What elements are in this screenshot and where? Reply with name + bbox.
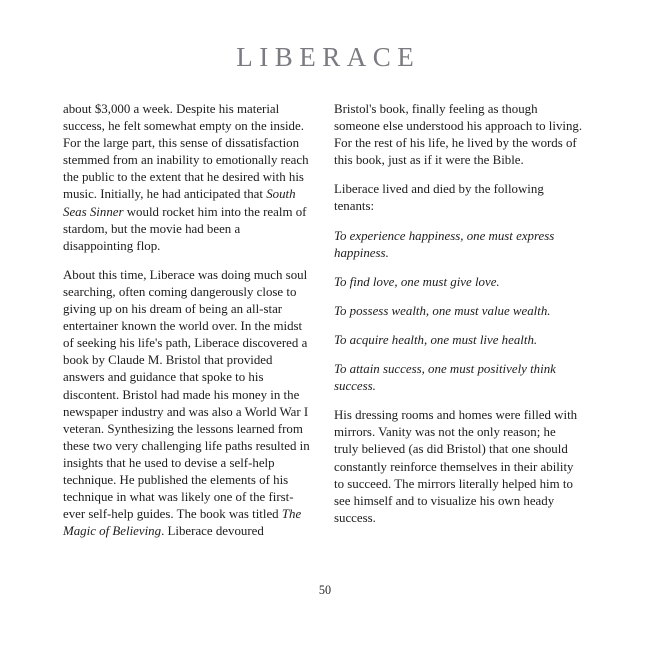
right-text-column (334, 101, 583, 527)
movie-title-italic: South Seas Sinner (63, 187, 296, 219)
paragraph: His dressing rooms and homes were filled with mirrors. Vanity was not the only reason; he truly believed (as did Bristol) that one should constantly reinforce themselves in their ability to succeed. The mirrors literally helped him to see himself and to visualize his own heady success. (334, 408, 578, 525)
paragraph-text-continued: . Liberace devoured (161, 524, 264, 539)
tenet-item: To attain success, one must positively think success. (334, 362, 556, 394)
tenet-item: To acquire health, one must live health. (334, 332, 538, 347)
tenet-item: To possess wealth, one must value wealth. (334, 303, 551, 318)
left-text-column (63, 101, 312, 540)
paragraph: Bristol's book, finally feeling as though someone else understood his approach to living. For the rest of his life, he lived by the words of this book, just as if it were the Bible. (334, 102, 583, 168)
page-number: 50 (318, 583, 332, 597)
paragraph (63, 267, 312, 541)
paragraph-text-continued: would rocket him into the realm of stardom, but the movie had been a disappointing flop. (63, 204, 307, 253)
paragraph (63, 101, 312, 255)
tenet-item: To find love, one must give love. (334, 274, 500, 289)
page-title: LIBERACE (236, 42, 421, 72)
tenet-item: To experience happiness, one must express happiness. (334, 228, 555, 260)
paragraph: Liberace lived and died by the following tenants: (334, 182, 544, 214)
paragraph-text: About this time, Liberace was doing much soul searching, often coming dangerously close to giving up on his dream of being an all-star entertainer known the world over. In the midst of seeking his life's path, Liberace discovered a book by Claude M. Bristol that provided answers and guidance that spoke to his discontent. Bristol had made his money in the newspaper industry and was also a World War I veteran. Synthesizing the lessons learned from these two very challenging life paths resulted in insights that he used to devise a self-help technique. He published the elements of his technique in what was likely one of the first-ever self-help guides. The book was titled (63, 267, 310, 522)
paragraph-text: about $3,000 a week. Despite his material success, he felt somewhat empty on the inside. For the large part, this sense of dissatisfaction stemmed from an inability to emotionally reach the public to the extent that he desired with his music. Initially, he had anticipated that (63, 102, 309, 202)
book-title-italic: The Magic of Believing (63, 507, 302, 539)
two-column-body (63, 101, 584, 540)
